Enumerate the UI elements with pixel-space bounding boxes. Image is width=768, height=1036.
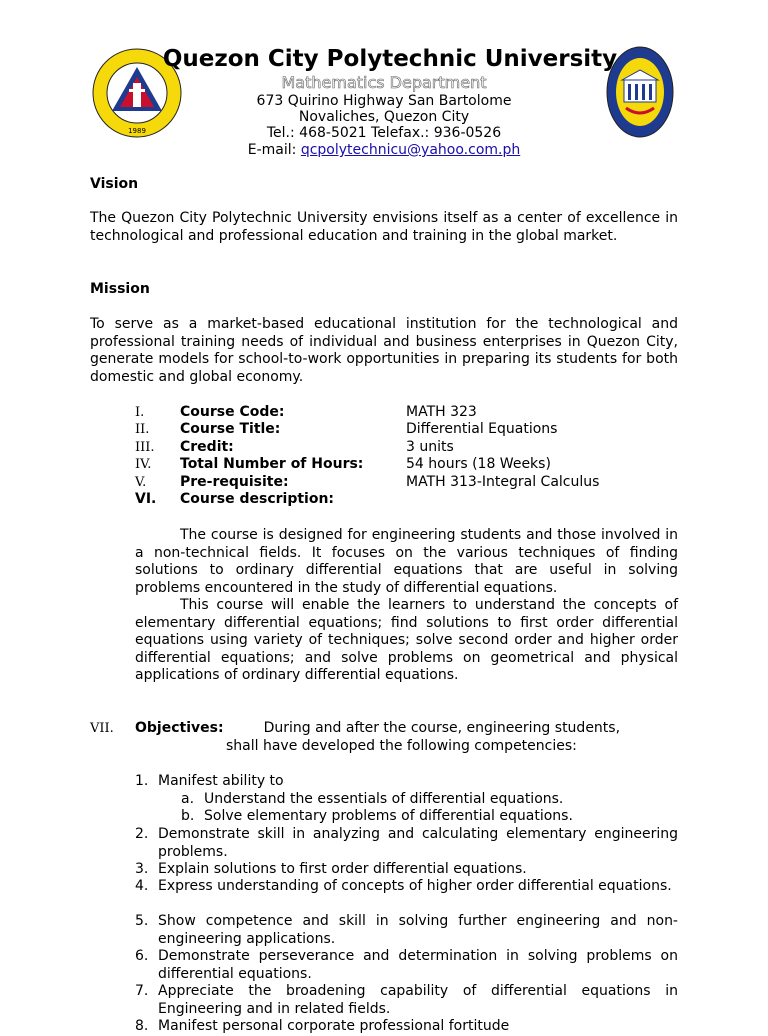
prerequisite-label: Pre-requisite: [180, 474, 289, 490]
prerequisite-value: MATH 313-Integral Calculus [406, 474, 600, 490]
address-line-1: 673 Quirino Highway San Bartolome [256, 93, 512, 109]
description-num: VI. [135, 491, 157, 507]
course-code-value: MATH 323 [406, 404, 477, 420]
credit-label: Credit: [180, 439, 234, 455]
objectives-intro-b: shall have developed the following competencies: [226, 738, 577, 754]
prerequisite-num: V. [135, 475, 147, 490]
hours-label: Total Number of Hours: [180, 456, 364, 472]
credit-num: III. [135, 440, 155, 455]
course-code-label: Course Code: [180, 404, 285, 420]
description-paragraph-2: This course will enable the learners to understand the concepts of elementary differential equations; find solutions to first order differential equations using variety of techniques; solve second order and higher order differential equations; and solve problems on geometrical and physical applications of ordinary differential equations. [135, 597, 678, 683]
list-item-text: Demonstrate skill in analyzing and calculating elementary engineering problems. [158, 826, 678, 860]
list-item-text: Show competence and skill in solving further engineering and non-engineering applications. [158, 913, 678, 947]
list-item-text: Demonstrate perseverance and determination in solving problems on differential equations. [158, 948, 678, 982]
phone-numbers: Tel.: 468-5021 Telefax.: 936-0526 [266, 125, 502, 141]
department-name: Mathematics Department [281, 73, 487, 92]
course-description [135, 527, 678, 685]
objectives-intro [135, 720, 678, 738]
list-item-text: Express understanding of concepts of higher order differential equations. [158, 878, 672, 894]
objectives-intro-a: During and after the course, engineering students, [263, 720, 621, 736]
sub-item-text: Understand the essentials of differential equations. [204, 791, 564, 807]
list-item-number: 2. [135, 826, 149, 842]
mission-text: To serve as a market-based educational institution for the technological and professional training needs of individual and business enterprises in Quezon City, generate models for school-to-work opportunities in preparing its students for both domestic and global economy. [90, 316, 678, 385]
email-label: E-mail: [247, 142, 301, 158]
description-label: Course description: [180, 491, 335, 507]
list-item-text: Manifest ability to [158, 773, 284, 789]
address-line-2: Novaliches, Quezon City [298, 109, 470, 125]
list-item-number: 4. [135, 878, 149, 894]
hours-value: 54 hours (18 Weeks) [406, 456, 551, 472]
list-item-text: Explain solutions to first order differential equations. [158, 861, 527, 877]
objectives-label: Objectives: [135, 720, 224, 736]
list-item-number: 3. [135, 861, 149, 877]
list-item-number: 5. [135, 913, 149, 929]
sub-item-text: Solve elementary problems of differential equations. [204, 808, 573, 824]
objectives-num: VII. [90, 721, 114, 736]
credit-value: 3 units [406, 439, 454, 455]
email-link[interactable]: qcpolytechnicu@yahoo.com.ph [300, 142, 521, 158]
vision-text: The Quezon City Polytechnic University envisions itself as a center of excellence in technological and professional education and training in the global market. [90, 210, 678, 244]
list-item-number: 1. [135, 773, 149, 789]
vision-heading: Vision [90, 176, 139, 192]
course-title-value: Differential Equations [406, 421, 558, 437]
email-line [0, 142, 768, 158]
list-item-text: Appreciate the broadening capability of differential equations in Engineering and in related fields. [158, 983, 678, 1017]
course-code-num: I. [135, 405, 145, 420]
mission-heading: Mission [90, 281, 150, 297]
list-item-number: 7. [135, 983, 149, 999]
list-item-number: 6. [135, 948, 149, 964]
sub-item-letter: a. [181, 791, 195, 807]
list-item-text: Manifest personal corporate professional fortitude [158, 1018, 510, 1034]
course-title-num: II. [135, 422, 150, 437]
description-paragraph-1: The course is designed for engineering students and those involved in a non-technical fields. It focuses on the various techniques of finding solutions to ordinary differential equations that are useful in solving problems encountered in the study of differential equations. [135, 527, 678, 596]
course-title-label: Course Title: [180, 421, 281, 437]
hours-num: IV. [135, 457, 152, 472]
list-item-number: 8. [135, 1018, 149, 1034]
svg-text:1989: 1989 [128, 127, 146, 135]
sub-item-letter: b. [181, 808, 195, 824]
university-name: Quezon City Polytechnic University [162, 46, 618, 72]
